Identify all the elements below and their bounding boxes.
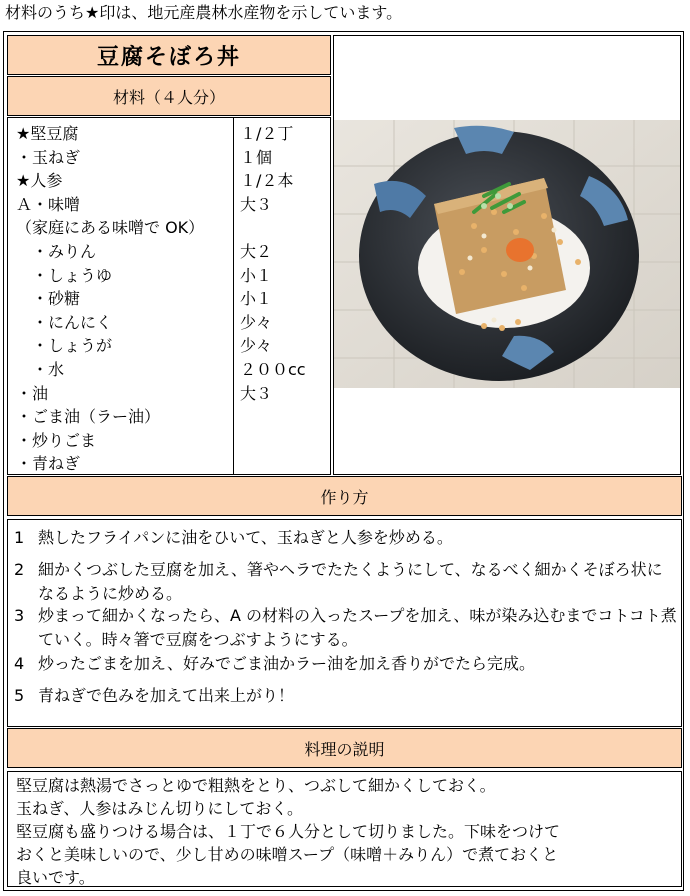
local-produce-note: 材料のうち★印は、地元産農林水産物を示しています。 xyxy=(5,3,403,22)
ingredient-name: ★堅豆腐 xyxy=(16,124,79,143)
ingredient-name: （家庭にある味噌で OK） xyxy=(16,218,205,238)
dish-photo-illustration xyxy=(334,36,680,474)
ingredient-name: ・青ねぎ xyxy=(16,454,81,474)
step-number: 5 xyxy=(14,686,25,705)
ingredient-row xyxy=(8,405,330,429)
ingredient-quantity: 小１ xyxy=(240,265,273,285)
method-steps xyxy=(7,519,682,727)
ingredient-row xyxy=(8,429,330,453)
ingredient-quantity: 大２ xyxy=(240,242,273,261)
step-text: 青ねぎで色みを加えて出来上がり！ xyxy=(38,686,295,705)
ingredient-name: ・しょうが xyxy=(16,336,113,356)
step-number: 3 xyxy=(14,606,25,625)
ingredient-quantity: ２００cc xyxy=(240,360,306,379)
explanation-line: おくと美味しいので、少し甘めの味噌スープ（味噌＋みりん）で煮ておくと xyxy=(16,845,559,864)
ingredient-row xyxy=(8,334,330,358)
ingredient-row xyxy=(8,193,330,217)
ingredient-quantity: １/２丁 xyxy=(240,124,294,143)
ingredient-row xyxy=(8,358,330,382)
ingredients-table xyxy=(7,117,331,475)
explanation-line: 堅豆腐も盛りつける場合は、１丁で６人分として切りました。下味をつけて xyxy=(16,822,561,841)
step-number: 1 xyxy=(14,528,25,547)
explanation-line: 玉ねぎ、人参はみじん切りにしておく。 xyxy=(16,799,304,818)
ingredient-row xyxy=(8,122,330,146)
ingredient-quantity: １個 xyxy=(240,147,273,167)
ingredient-row xyxy=(8,216,330,240)
ingredient-row xyxy=(8,311,330,335)
step-number: 2 xyxy=(14,560,25,579)
ingredient-name: ・みりん xyxy=(16,242,97,261)
ingredient-name: ★人参 xyxy=(16,171,63,191)
ingredient-row xyxy=(8,240,330,264)
ingredient-name: ・ごま油（ラー油） xyxy=(16,407,161,427)
ingredient-row xyxy=(8,382,330,406)
ingredient-quantity: 少々 xyxy=(240,336,273,356)
step-text: 炒ったごまを加え、好みでごま油かラー油を加え香りがでたら完成。 xyxy=(38,654,535,673)
ingredient-row xyxy=(8,146,330,170)
ingredient-row xyxy=(8,287,330,311)
step-number: 4 xyxy=(14,654,25,673)
explanation-line: 良いです。 xyxy=(16,868,95,887)
explanation-header: 料理の説明 xyxy=(7,728,682,768)
ingredient-quantity: 小１ xyxy=(240,289,273,309)
dish-photo xyxy=(333,35,681,475)
ingredient-name: Ａ・味噌 xyxy=(16,194,81,214)
ingredient-name: ・しょうゆ xyxy=(16,265,113,285)
ingredient-quantity: 大３ xyxy=(240,194,273,214)
ingredient-row xyxy=(8,169,330,193)
ingredient-name: ・砂糖 xyxy=(16,289,81,309)
ingredient-name: ・水 xyxy=(16,360,65,379)
recipe-title: 豆腐そぼろ丼 xyxy=(7,35,331,75)
method-header: 作り方 xyxy=(7,476,682,516)
step-text: 熱したフライパンに油をひいて、玉ねぎと人参を炒める。 xyxy=(38,528,453,547)
ingredient-name: ・玉ねぎ xyxy=(16,147,81,167)
recipe-card xyxy=(3,31,684,891)
ingredient-quantity: 大３ xyxy=(240,383,273,403)
step-text: 細かくつぶした豆腐を加え、箸やヘラでたたくようにして、なるべく細かくそぼろ状になるように炒める。 xyxy=(38,560,663,603)
ingredient-quantity: 少々 xyxy=(240,312,273,332)
ingredient-name: ・油 xyxy=(16,383,49,403)
ingredient-row xyxy=(8,264,330,288)
step-text: 炒まって細かくなったら、A の材料の入ったスープを加え、味が染み込むまでコトコト煮ていく。時々箸で豆腐をつぶすようにする。 xyxy=(38,606,677,649)
ingredients-header: 材料（４人分） xyxy=(7,76,331,116)
ingredient-row xyxy=(8,452,330,476)
explanation-line: 堅豆腐は熱湯でさっとゆで粗熱をとり、つぶして細かくしておく。 xyxy=(16,776,496,795)
explanation-text xyxy=(7,771,682,887)
ingredient-name: ・炒りごま xyxy=(16,430,97,450)
ingredient-quantity: １/２本 xyxy=(240,171,294,191)
ingredient-name: ・にんにく xyxy=(16,312,113,332)
